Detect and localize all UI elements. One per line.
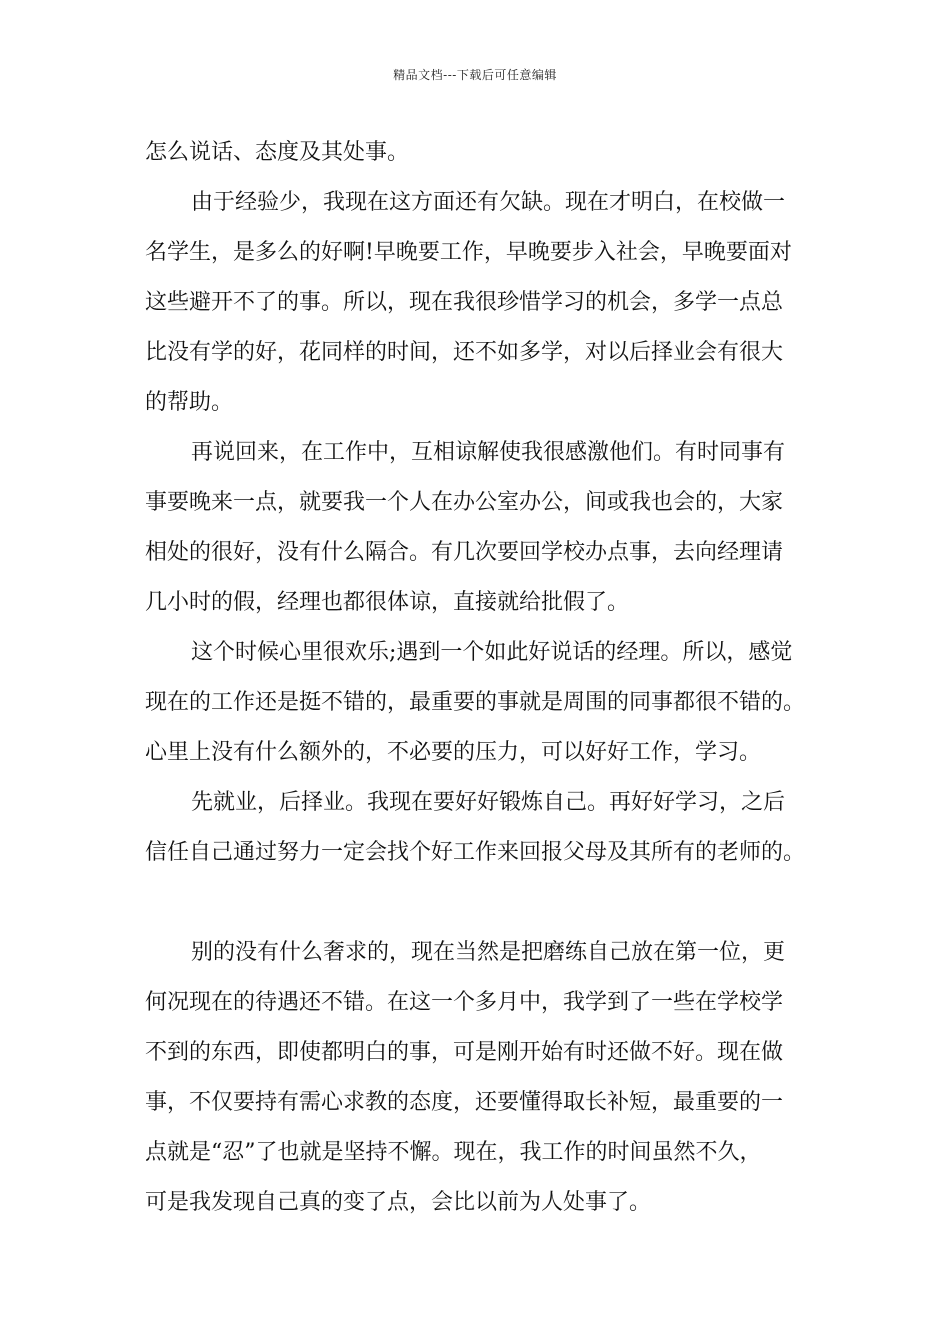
paragraph-line: 先就业，后择业。我现在要好好锻炼自己。再好好学习，之后 — [191, 790, 786, 815]
page-header: 精品文档---下载后可任意编辑 — [393, 68, 557, 82]
paragraph-line: 几小时的假，经理也都很体谅，直接就给批假了。 — [145, 590, 630, 615]
paragraph-line: 比没有学的好，花同样的时间，还不如多学，对以后择业会有很大 — [145, 340, 784, 365]
document-body — [145, 128, 835, 1228]
paragraph-line: 点就是“忍”了也就是坚持不懈。现在，我工作的时间虽然不久， — [145, 1140, 762, 1165]
paragraph-line: 再说回来，在工作中，互相谅解使我很感激他们。有时同事有 — [191, 440, 786, 465]
paragraph-line: 由于经验少，我现在这方面还有欠缺。现在才明白，在校做一 — [191, 190, 786, 215]
paragraph-line: 事要晚来一点，就要我一个人在办公室办公，间或我也会的，大家 — [145, 490, 784, 515]
paragraph-line: 的帮助。 — [145, 390, 234, 415]
paragraph-line: 这个时候心里很欢乐;遇到一个如此好说话的经理。所以，感觉 — [191, 640, 793, 665]
paragraph-line: 名学生，是多么的好啊!早晚要工作，早晚要步入社会，早晚要面对 — [145, 240, 792, 265]
paragraph-1 — [145, 128, 835, 178]
paragraph-spacer — [145, 878, 835, 928]
paragraph-line: 怎么说话、态度及其处事。 — [145, 140, 410, 165]
paragraph-line: 何况现在的待遇还不错。在这一个多月中，我学到了一些在学校学 — [145, 990, 784, 1015]
paragraph-line: 这些避开不了的事。所以，现在我很珍惜学习的机会，多学一点总 — [145, 290, 784, 315]
paragraph-3 — [145, 428, 835, 628]
paragraph-line: 心里上没有什么额外的，不必要的压力，可以好好工作，学习。 — [145, 740, 762, 765]
paragraph-4 — [145, 628, 835, 778]
paragraph-2 — [145, 178, 835, 428]
paragraph-line: 别的没有什么奢求的，现在当然是把磨练自己放在第一位，更 — [191, 940, 786, 965]
paragraph-line: 事，不仅要持有需心求教的态度，还要懂得取长补短，最重要的一 — [145, 1090, 784, 1115]
paragraph-6 — [145, 928, 835, 1228]
paragraph-line: 不到的东西，即使都明白的事，可是刚开始有时还做不好。现在做 — [145, 1040, 784, 1065]
paragraph-5 — [145, 778, 835, 878]
paragraph-line: 相处的很好，没有什么隔合。有几次要回学校办点事，去向经理请 — [145, 540, 784, 565]
paragraph-line: 可是我发现自己真的变了点，会比以前为人处事了。 — [145, 1190, 652, 1215]
paragraph-line: 现在的工作还是挺不错的，最重要的事就是周围的同事都很不错的。 — [145, 690, 806, 715]
paragraph-line: 信任自己通过努力一定会找个好工作来回报父母及其所有的老师的。 — [145, 840, 806, 865]
